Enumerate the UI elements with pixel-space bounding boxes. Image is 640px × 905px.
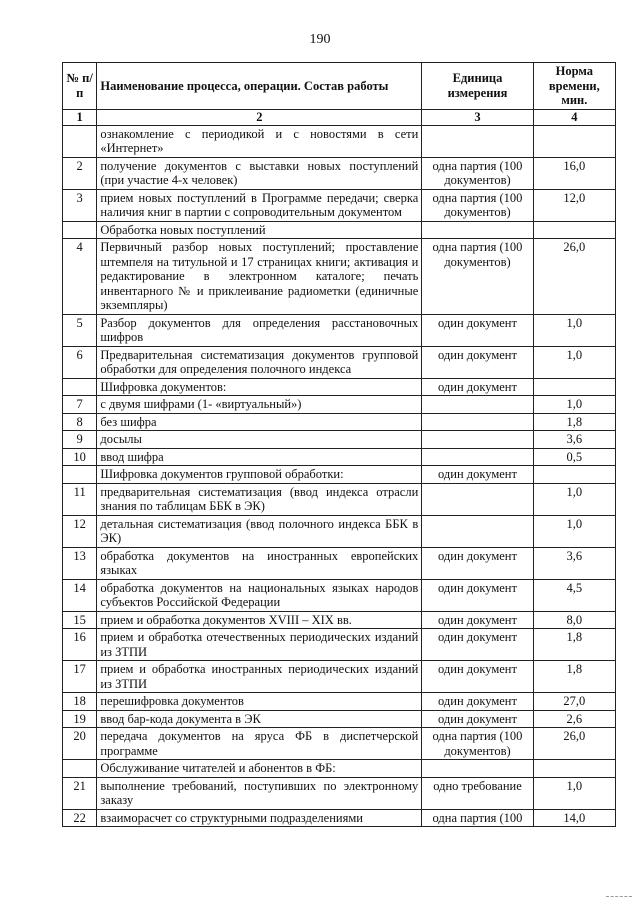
- row-number: 19: [63, 710, 97, 728]
- row-process-name: детальная систематизация (ввод полочного индекса ББК в ЭК): [97, 515, 422, 547]
- table-row: [63, 448, 616, 466]
- row-unit: один документ: [422, 710, 533, 728]
- table-row: [63, 189, 616, 221]
- row-number: 20: [63, 728, 97, 760]
- row-time-norm: 16,0: [533, 157, 615, 189]
- table-row: [63, 483, 616, 515]
- row-unit: один документ: [422, 466, 533, 484]
- table-row: [63, 125, 616, 157]
- table-row: [63, 777, 616, 809]
- row-time-norm: 26,0: [533, 728, 615, 760]
- row-process-name: перешифровка документов: [97, 693, 422, 711]
- row-unit: одна партия (100 документов): [422, 189, 533, 221]
- row-process-name: прием и обработка иностранных периодических изданий из ЗТПИ: [97, 661, 422, 693]
- row-process-name: без шифра: [97, 413, 422, 431]
- column-number: 4: [533, 109, 615, 125]
- table-row: [63, 629, 616, 661]
- row-process-name: выполнение требований, поступивших по электронному заказу: [97, 777, 422, 809]
- row-process-name: ввод бар-кода документа в ЭК: [97, 710, 422, 728]
- row-number: 11: [63, 483, 97, 515]
- table-row: [63, 515, 616, 547]
- row-unit: один документ: [422, 629, 533, 661]
- row-process-name: получение документов с выставки новых поступлений (при участие 4-х человек): [97, 157, 422, 189]
- row-number: 3: [63, 189, 97, 221]
- row-process-name: ознакомление с периодикой и с новостями в сети «Интернет»: [97, 125, 422, 157]
- row-unit: [422, 483, 533, 515]
- table-row: [63, 431, 616, 449]
- row-time-norm: [533, 221, 615, 239]
- table-row: [63, 396, 616, 414]
- row-unit: один документ: [422, 547, 533, 579]
- row-process-name: прием и обработка документов XVIII – XIX вв.: [97, 611, 422, 629]
- header-process-name: Наименование процесса, операции. Состав работы: [97, 63, 422, 110]
- table-row: [63, 661, 616, 693]
- row-process-name: прием новых поступлений в Программе передачи; сверка наличия книг в партии с сопроводительным документом: [97, 189, 422, 221]
- row-unit: [422, 221, 533, 239]
- row-process-name: Разбор документов для определения расстановочных шифров: [97, 314, 422, 346]
- row-time-norm: 1,0: [533, 314, 615, 346]
- row-unit: [422, 515, 533, 547]
- row-unit: [422, 760, 533, 778]
- column-number-row: [63, 109, 616, 125]
- row-unit: один документ: [422, 661, 533, 693]
- row-number: 13: [63, 547, 97, 579]
- table-row: [63, 579, 616, 611]
- table-row: [63, 314, 616, 346]
- row-unit: один документ: [422, 346, 533, 378]
- row-time-norm: 1,8: [533, 661, 615, 693]
- row-number: [63, 221, 97, 239]
- row-process-name: предварительная систематизация (ввод индекса отрасли знания по таблицам ББК в ЭК): [97, 483, 422, 515]
- row-unit: одно требование: [422, 777, 533, 809]
- table-row: [63, 346, 616, 378]
- row-process-name: прием и обработка отечественных периодических изданий из ЗТПИ: [97, 629, 422, 661]
- row-number: 6: [63, 346, 97, 378]
- row-number: [63, 466, 97, 484]
- footer-mark: [606, 896, 632, 897]
- row-time-norm: 1,0: [533, 515, 615, 547]
- row-time-norm: [533, 760, 615, 778]
- row-time-norm: 1,0: [533, 396, 615, 414]
- row-number: 4: [63, 239, 97, 315]
- row-unit: [422, 448, 533, 466]
- table-row: [63, 728, 616, 760]
- header-number: № п/п: [63, 63, 97, 110]
- row-process-name: Предварительная систематизация документов групповой обработки для определения полочного индекса: [97, 346, 422, 378]
- row-number: [63, 378, 97, 396]
- row-number: 15: [63, 611, 97, 629]
- row-number: [63, 760, 97, 778]
- row-process-name: досылы: [97, 431, 422, 449]
- row-process-name: Первичный разбор новых поступлений; проставление штемпеля на титульной и 17 страницах книги; активация и редактирование в электронном каталоге; печать инвентарного № и приклеивание радиометки (единичные экземпляры): [97, 239, 422, 315]
- table-body: [63, 125, 616, 827]
- table-row: [63, 693, 616, 711]
- row-unit: одна партия (100 документов): [422, 239, 533, 315]
- table-row: [63, 239, 616, 315]
- row-time-norm: [533, 378, 615, 396]
- row-time-norm: 1,0: [533, 346, 615, 378]
- row-number: 22: [63, 809, 97, 827]
- table-row: [63, 611, 616, 629]
- row-process-name: обработка документов на национальных языках народов субъектов Российской Федерации: [97, 579, 422, 611]
- table-header-row: [63, 63, 616, 110]
- row-unit: один документ: [422, 314, 533, 346]
- row-time-norm: 12,0: [533, 189, 615, 221]
- row-time-norm: [533, 466, 615, 484]
- row-time-norm: 14,0: [533, 809, 615, 827]
- row-unit: один документ: [422, 378, 533, 396]
- row-unit: [422, 125, 533, 157]
- page-number: 190: [309, 32, 331, 47]
- row-time-norm: 26,0: [533, 239, 615, 315]
- row-time-norm: 1,8: [533, 629, 615, 661]
- row-process-name: Обслуживание читателей и абонентов в ФБ:: [97, 760, 422, 778]
- header-unit: Единица измерения: [422, 63, 533, 110]
- table-row: [63, 413, 616, 431]
- row-number: 2: [63, 157, 97, 189]
- row-process-name: передача документов на яруса ФБ в диспетчерской программе: [97, 728, 422, 760]
- row-unit: [422, 396, 533, 414]
- row-time-norm: 2,6: [533, 710, 615, 728]
- table-row: [63, 157, 616, 189]
- row-number: 17: [63, 661, 97, 693]
- table-row: [63, 760, 616, 778]
- column-number: 3: [422, 109, 533, 125]
- row-time-norm: 1,8: [533, 413, 615, 431]
- row-unit: один документ: [422, 611, 533, 629]
- row-process-name: Шифровка документов:: [97, 378, 422, 396]
- row-time-norm: 3,6: [533, 431, 615, 449]
- table-row: [63, 221, 616, 239]
- row-time-norm: 1,0: [533, 483, 615, 515]
- row-process-name: Шифровка документов групповой обработки:: [97, 466, 422, 484]
- row-number: 8: [63, 413, 97, 431]
- column-number: 1: [63, 109, 97, 125]
- table-row: [63, 466, 616, 484]
- row-process-name: обработка документов на иностранных европейских языках: [97, 547, 422, 579]
- row-unit: один документ: [422, 693, 533, 711]
- row-time-norm: 1,0: [533, 777, 615, 809]
- row-number: 9: [63, 431, 97, 449]
- row-number: 7: [63, 396, 97, 414]
- row-number: 21: [63, 777, 97, 809]
- row-time-norm: 8,0: [533, 611, 615, 629]
- norms-table: [62, 62, 616, 827]
- table-row: [63, 378, 616, 396]
- row-number: 16: [63, 629, 97, 661]
- row-unit: одна партия (100 документов): [422, 728, 533, 760]
- row-time-norm: 27,0: [533, 693, 615, 711]
- row-unit: один документ: [422, 579, 533, 611]
- row-number: 12: [63, 515, 97, 547]
- row-unit: одна партия (100: [422, 809, 533, 827]
- row-unit: [422, 431, 533, 449]
- header-time-norm: Норма времени, мин.: [533, 63, 615, 110]
- table-row: [63, 547, 616, 579]
- row-process-name: с двумя шифрами (1- «виртуальный»): [97, 396, 422, 414]
- row-unit: одна партия (100 документов): [422, 157, 533, 189]
- row-number: 18: [63, 693, 97, 711]
- row-time-norm: 0,5: [533, 448, 615, 466]
- row-number: [63, 125, 97, 157]
- row-process-name: ввод шифра: [97, 448, 422, 466]
- row-time-norm: [533, 125, 615, 157]
- row-number: 14: [63, 579, 97, 611]
- row-unit: [422, 413, 533, 431]
- row-process-name: взаиморасчет со структурными подразделениями: [97, 809, 422, 827]
- column-number: 2: [97, 109, 422, 125]
- row-time-norm: 4,5: [533, 579, 615, 611]
- row-number: 10: [63, 448, 97, 466]
- row-time-norm: 3,6: [533, 547, 615, 579]
- table-row: [63, 809, 616, 827]
- row-number: 5: [63, 314, 97, 346]
- row-process-name: Обработка новых поступлений: [97, 221, 422, 239]
- table-row: [63, 710, 616, 728]
